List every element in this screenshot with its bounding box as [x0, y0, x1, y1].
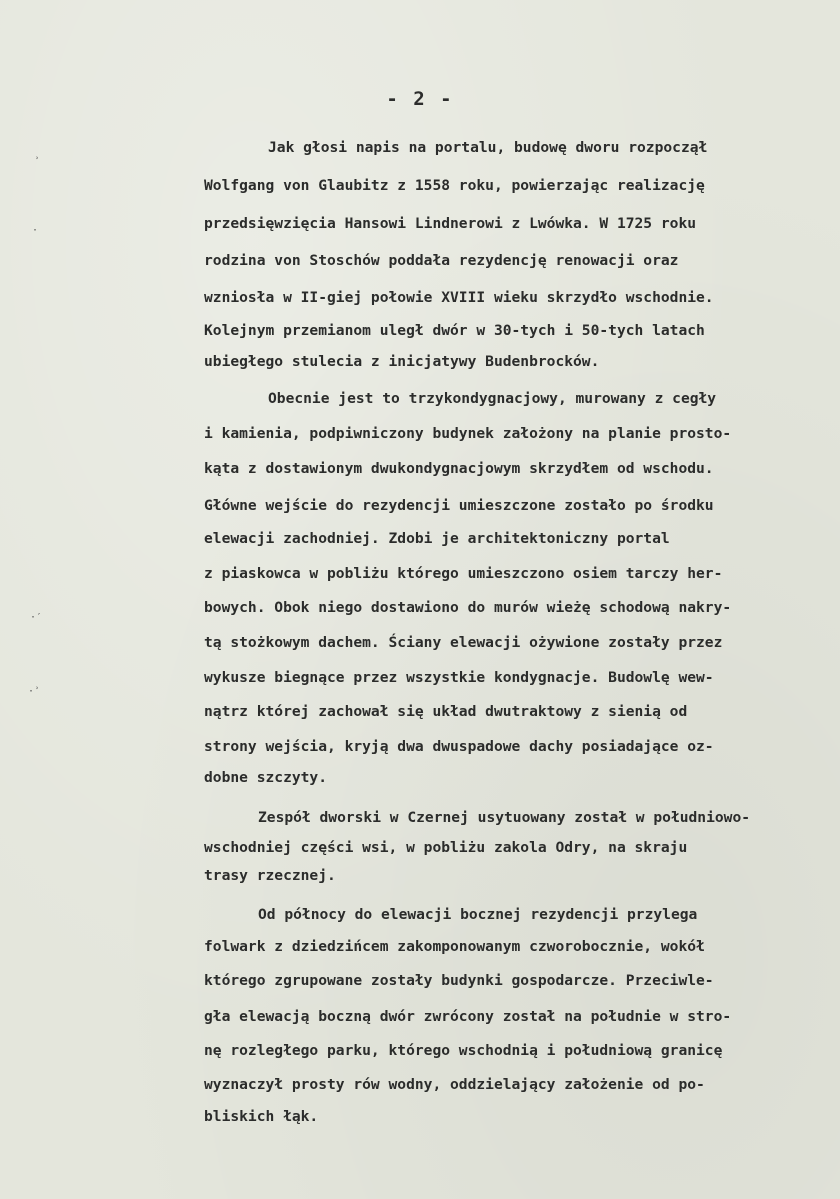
text-line: gła elewacją boczną dwór zwrócony został na południe w stro- — [204, 1008, 732, 1025]
text-line: ubiegłego stulecia z inicjatywy Budenbrocków. — [204, 353, 600, 370]
text-line: bowych. Obok niego dostawiono do murów wieżę schodową nakry- — [204, 599, 732, 616]
text-line: wykusze biegnące przez wszystkie kondygnacje. Budowlę wew- — [204, 669, 714, 686]
text-line: dobne szczyty. — [204, 769, 328, 786]
text-line: Jak głosi napis na portalu, budowę dworu rozpoczął — [268, 139, 708, 156]
margin-mark: ·ʾ — [28, 686, 41, 697]
text-line: nę rozległego parku, którego wschodnią i południową granicę — [204, 1042, 723, 1059]
text-line: Od północy do elewacji bocznej rezydencji przylega — [258, 906, 698, 923]
text-line: i kamienia, podpiwniczony budynek założony na planie prosto- — [204, 425, 732, 442]
page-number: - 2 - — [386, 88, 454, 110]
text-line: strony wejścia, kryją dwa dwuspadowe dachy posiadające oz- — [204, 738, 714, 755]
text-line: trasy rzecznej. — [204, 867, 336, 884]
text-line: wzniosła w II-giej połowie XVIII wieku skrzydło wschodnie. — [204, 289, 714, 306]
text-line: tą stożkowym dachem. Ściany elewacji ożywione zostały przez — [204, 634, 723, 651]
margin-mark: · — [32, 225, 39, 236]
text-line: folwark z dziedzińcem zakomponowanym czworobocznie, wokół — [204, 938, 705, 955]
margin-mark: ʾ — [34, 156, 41, 167]
text-line: Główne wejście do rezydencji umieszczone zostało po środku — [204, 497, 714, 514]
text-line: nątrz której zachował się układ dwutraktowy z sienią od — [204, 703, 688, 720]
text-line: elewacji zachodniej. Zdobi je architektoniczny portal — [204, 530, 670, 547]
text-line: Zespół dworski w Czernej usytuowany został w południowo- — [258, 809, 751, 826]
text-line: Kolejnym przemianom uległ dwór w 30-tych i 50-tych latach — [204, 322, 705, 339]
text-line: kąta z dostawionym dwukondygnacjowym skrzydłem od wschodu. — [204, 460, 714, 477]
text-line: którego zgrupowane zostały budynki gospodarcze. Przeciwle- — [204, 972, 714, 989]
text-line: z piaskowca w pobliżu którego umieszczono osiem tarczy her- — [204, 565, 723, 582]
text-line: wschodniej części wsi, w pobliżu zakola Odry, na skraju — [204, 839, 688, 856]
text-line: rodzina von Stoschów poddała rezydencję renowacji oraz — [204, 252, 679, 269]
text-line: bliskich łąk. — [204, 1108, 319, 1125]
margin-mark: ·′ — [30, 612, 43, 623]
text-line: wyznaczył prosty rów wodny, oddzielający założenie od po- — [204, 1076, 705, 1093]
text-line: Obecnie jest to trzykondygnacjowy, murowany z cegły — [268, 390, 717, 407]
text-line: Wolfgang von Glaubitz z 1558 roku, powierzając realizację — [204, 177, 705, 194]
text-line: przedsięwzięcia Hansowi Lindnerowi z Lwówka. W 1725 roku — [204, 215, 697, 232]
